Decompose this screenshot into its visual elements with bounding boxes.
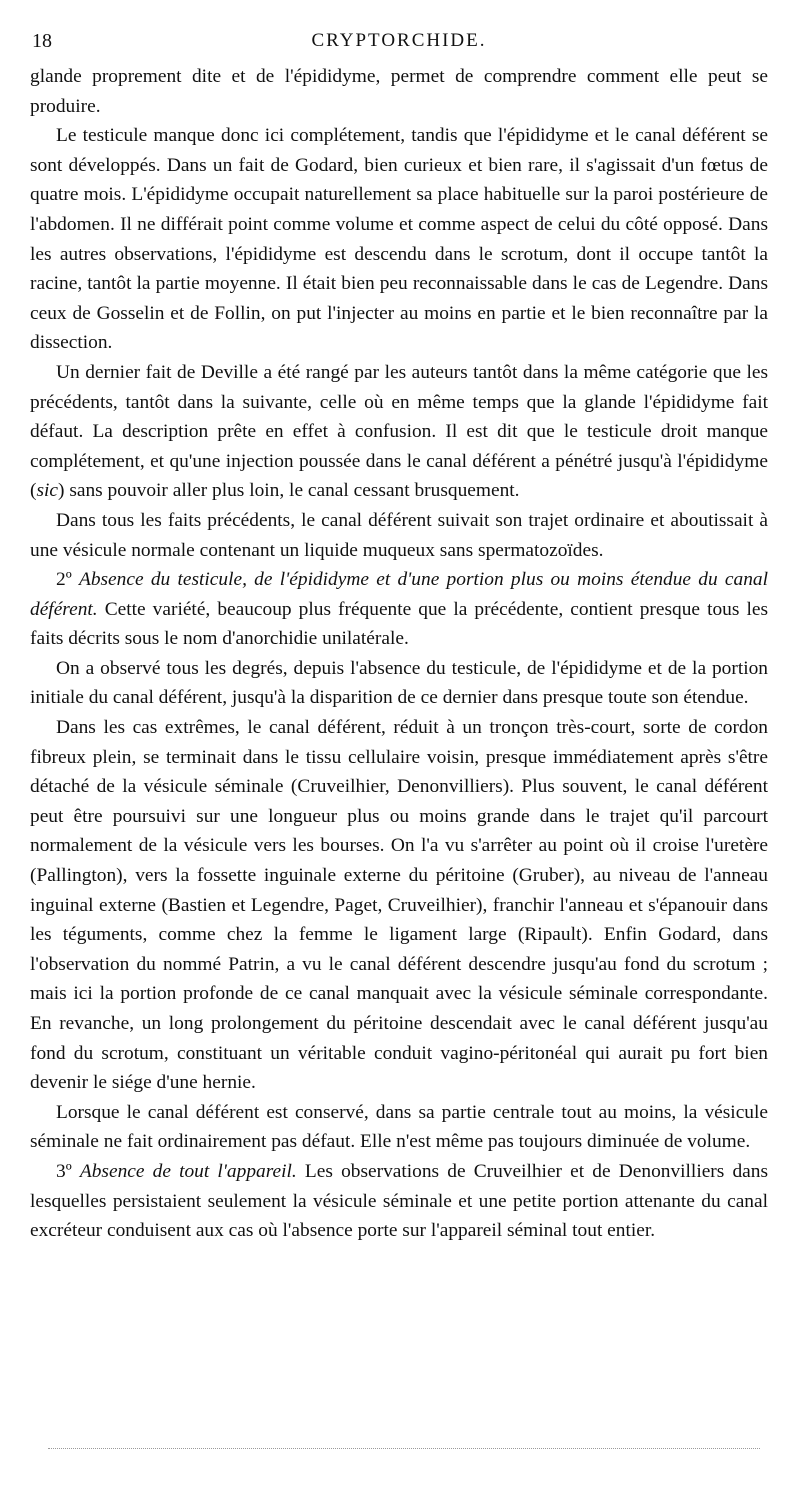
footer-dotted-rule — [48, 1448, 760, 1449]
paragraph-section-2 — [30, 565, 768, 654]
paragraph-epididymis — [30, 121, 768, 358]
section-heading-italic: Absence du testicule, de l'épididyme et d'une portion plus ou moins étendue du canal déférent. — [30, 569, 768, 620]
section-number: 2º — [56, 569, 79, 591]
paragraph-degrees — [30, 654, 768, 713]
paragraph-continuation — [30, 62, 768, 121]
paragraph-deville — [30, 358, 768, 506]
paragraph-canal-preserved — [30, 1098, 768, 1157]
book-page — [30, 28, 768, 1246]
body-text — [30, 62, 768, 1246]
paragraph-text: Dans tous les faits précédents, le canal déférent suivait son trajet ordinaire et aboutissait à une vésicule normale contenant un liquide muqueux sans spermatozoïdes. — [30, 509, 768, 561]
page-header — [30, 28, 768, 62]
paragraph-text: Le testicule manque donc ici complétement, tandis que l'épididyme et le canal déférent se sont développés. Dans un fait de Godard, bien curieux et bien rare, il s'agissait d'un fœtus de quatre mois. L'épididyme occupait naturellement sa place habituelle sur la paroi postérieure de l'abdomen. Il ne différait point comme volume et comme aspect de celui du côté opposé. Dans les autres observations, l'épididyme est descendu dans le scrotum, dont il occupe tantôt la racine, tantôt la partie moyenne. Il était bien peu reconnaissable dans le cas de Legendre. Dans ceux de Gosselin et de Follin, on put l'injecter au moins en partie et le bien reconnaître par la dissection. — [30, 125, 768, 354]
paragraph-text: ) sans pouvoir aller plus loin, le canal cessant brusquement. — [58, 480, 520, 502]
paragraph-text: Cette variété, beaucoup plus fréquente que la précédente, contient presque tous les faits décrits sous le nom d'anorchidie unilatérale. — [30, 598, 768, 650]
page-number: 18 — [32, 30, 52, 52]
paragraph-text: glande proprement dite et de l'épididyme, permet de comprendre comment elle peut se produire. — [30, 66, 768, 117]
paragraph-section-3 — [30, 1157, 768, 1246]
paragraph-text: Lorsque le canal déférent est conservé, dans sa partie centrale tout au moins, la vésicule séminale ne fait ordinairement pas défaut. Elle n'est même pas toujours diminuée de volume. — [30, 1101, 768, 1153]
sic-italic: sic — [36, 480, 59, 502]
running-title: CRYPTORCHIDE. — [311, 30, 487, 51]
paragraph-text: Un dernier fait de Deville a été rangé par les auteurs tantôt dans la même catégorie que les précédents, tantôt dans la suivante, celle où en même temps que la glande l'épididyme fait défaut. La description prête en effet à confusion. Il est dit que le testicule droit manque complétement, et qu'une injection poussée dans le canal déférent a pénétré jusqu'à l'épididyme ( — [30, 361, 768, 502]
paragraph-text: Dans les cas extrêmes, le canal déférent, réduit à un tronçon très-court, sorte de cordon fibreux plein, se terminait dans le tissu cellulaire voisin, presque immédiatement après s'être détaché de la vésicule séminale (Cruveilhier, Denonvilliers). Plus souvent, le canal déférent peut être poursuivi sur une longueur plus ou moins grande dans le trajet qu'il parcourt normalement de la vésicule vers les bourses. On l'a vu s'arrêter au point où il croise l'uretère (Pallington), vers la fossette inguinale externe du péritoine (Gruber), au niveau de l'anneau inguinal externe (Bastien et Legendre, Paget, Cruveilhier), franchir l'anneau et s'épanouir dans les téguments, comme chez la femme le ligament large (Ripault). Enfin Godard, dans l'observation du nommé Patrin, a vu le canal déférent descendre jusqu'au fond du scrotum ; mais ici la portion profonde de ce canal manquait avec la vésicule séminale correspondante. En revanche, un long prolongement du péritoine descendait avec le canal déférent jusqu'au fond du scrotum, constituant un véritable conduit vagino-péritonéal qui aurait pu fort bien devenir le siége d'une hernie. — [30, 717, 768, 1094]
paragraph-previous-facts — [30, 506, 768, 565]
paragraph-extreme-cases — [30, 713, 768, 1098]
paragraph-text: On a observé tous les degrés, depuis l'absence du testicule, de l'épididyme et de la portion initiale du canal déférent, jusqu'à la disparition de ce dernier dans presque toute son étendue. — [30, 657, 768, 709]
section-number: 3º — [56, 1160, 80, 1182]
paragraph-text: Les observations de Cruveilhier et de Denonvilliers dans lesquelles persistaient seulement la vésicule séminale et une petite portion attenante du canal excréteur conduisent aux cas où l'absence porte sur l'appareil séminal tout entier. — [30, 1160, 769, 1242]
section-heading-italic: Absence de tout l'appareil. — [79, 1160, 297, 1182]
